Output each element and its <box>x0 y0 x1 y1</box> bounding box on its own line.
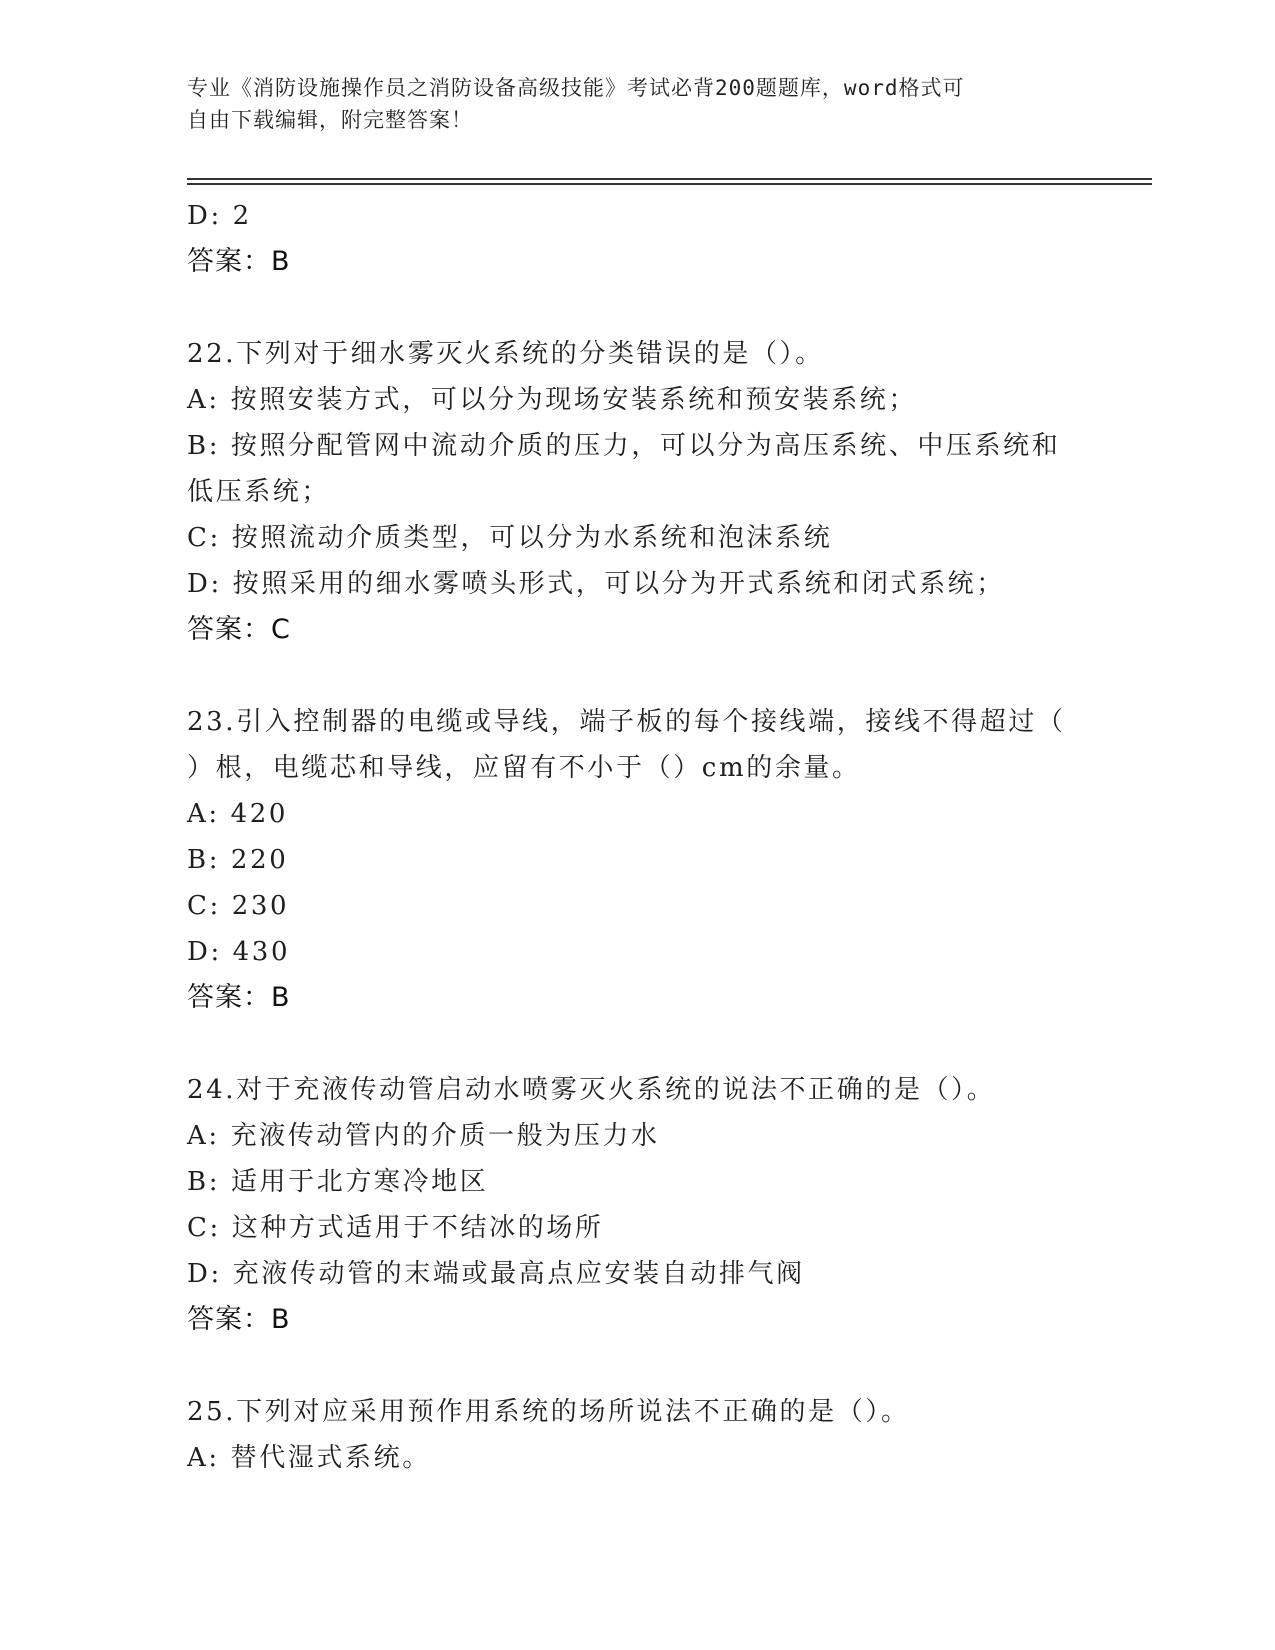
question-stem: 22.下列对于细水雾灭火系统的分类错误的是（）。 <box>187 339 824 369</box>
document-header <box>187 72 1087 136</box>
question-stem: 23.引入控制器的电缆或导线，端子板的每个接线端，接线不得超过（ <box>187 707 1066 737</box>
question-stem: 25.下列对应采用预作用系统的场所说法不正确的是（）。 <box>187 1397 910 1427</box>
option-d: D: 充液传动管的末端或最高点应安装自动排气阀 <box>187 1259 805 1289</box>
header-line-2: 自由下载编辑，附完整答案！ <box>187 108 473 132</box>
option-a: A: 按照安装方式，可以分为现场安装系统和预安装系统； <box>187 385 918 415</box>
answer: 答案：B <box>187 246 291 277</box>
question-list <box>187 193 1087 1481</box>
spacer <box>187 1021 1087 1067</box>
header-divider-bottom <box>187 183 1152 185</box>
option-b: B: 按照分配管网中流动介质的压力，可以分为高压系统、中压系统和 <box>187 431 1061 461</box>
option-c: C: 按照流动介质类型，可以分为水系统和泡沫系统 <box>187 523 833 553</box>
option-d: D: 430 <box>187 937 291 967</box>
question-21-tail <box>187 193 1087 285</box>
question-22 <box>187 331 1087 653</box>
option-a: A: 420 <box>187 799 289 829</box>
question-stem: 24.对于充液传动管启动水喷雾灭火系统的说法不正确的是（）。 <box>187 1075 996 1105</box>
spacer <box>187 653 1087 699</box>
question-25 <box>187 1389 1087 1481</box>
answer: 答案：B <box>187 982 291 1013</box>
option-b-continued: 低压系统； <box>187 477 331 507</box>
option-c: C: 这种方式适用于不结冰的场所 <box>187 1213 604 1243</box>
spacer <box>187 1343 1087 1389</box>
option-a: A: 替代湿式系统。 <box>187 1443 431 1473</box>
option-b: B: 220 <box>187 845 289 875</box>
spacer <box>187 285 1087 331</box>
option-b: B: 适用于北方寒冷地区 <box>187 1167 489 1197</box>
answer: 答案：C <box>187 614 291 645</box>
answer: 答案：B <box>187 1304 291 1335</box>
option-d: D: 2 <box>187 201 252 231</box>
question-stem-continued: ）根，电缆芯和导线，应留有不小于（）cm的余量。 <box>187 753 861 783</box>
question-23 <box>187 699 1087 1021</box>
option-c: C: 230 <box>187 891 290 921</box>
header-divider-top <box>187 178 1152 180</box>
question-24 <box>187 1067 1087 1343</box>
option-d: D: 按照采用的细水雾喷头形式，可以分为开式系统和闭式系统； <box>187 569 1005 599</box>
option-a: A: 充液传动管内的介质一般为压力水 <box>187 1121 660 1151</box>
header-line-1: 专业《消防设施操作员之消防设备高级技能》考试必背200题题库，word格式可 <box>187 76 965 100</box>
